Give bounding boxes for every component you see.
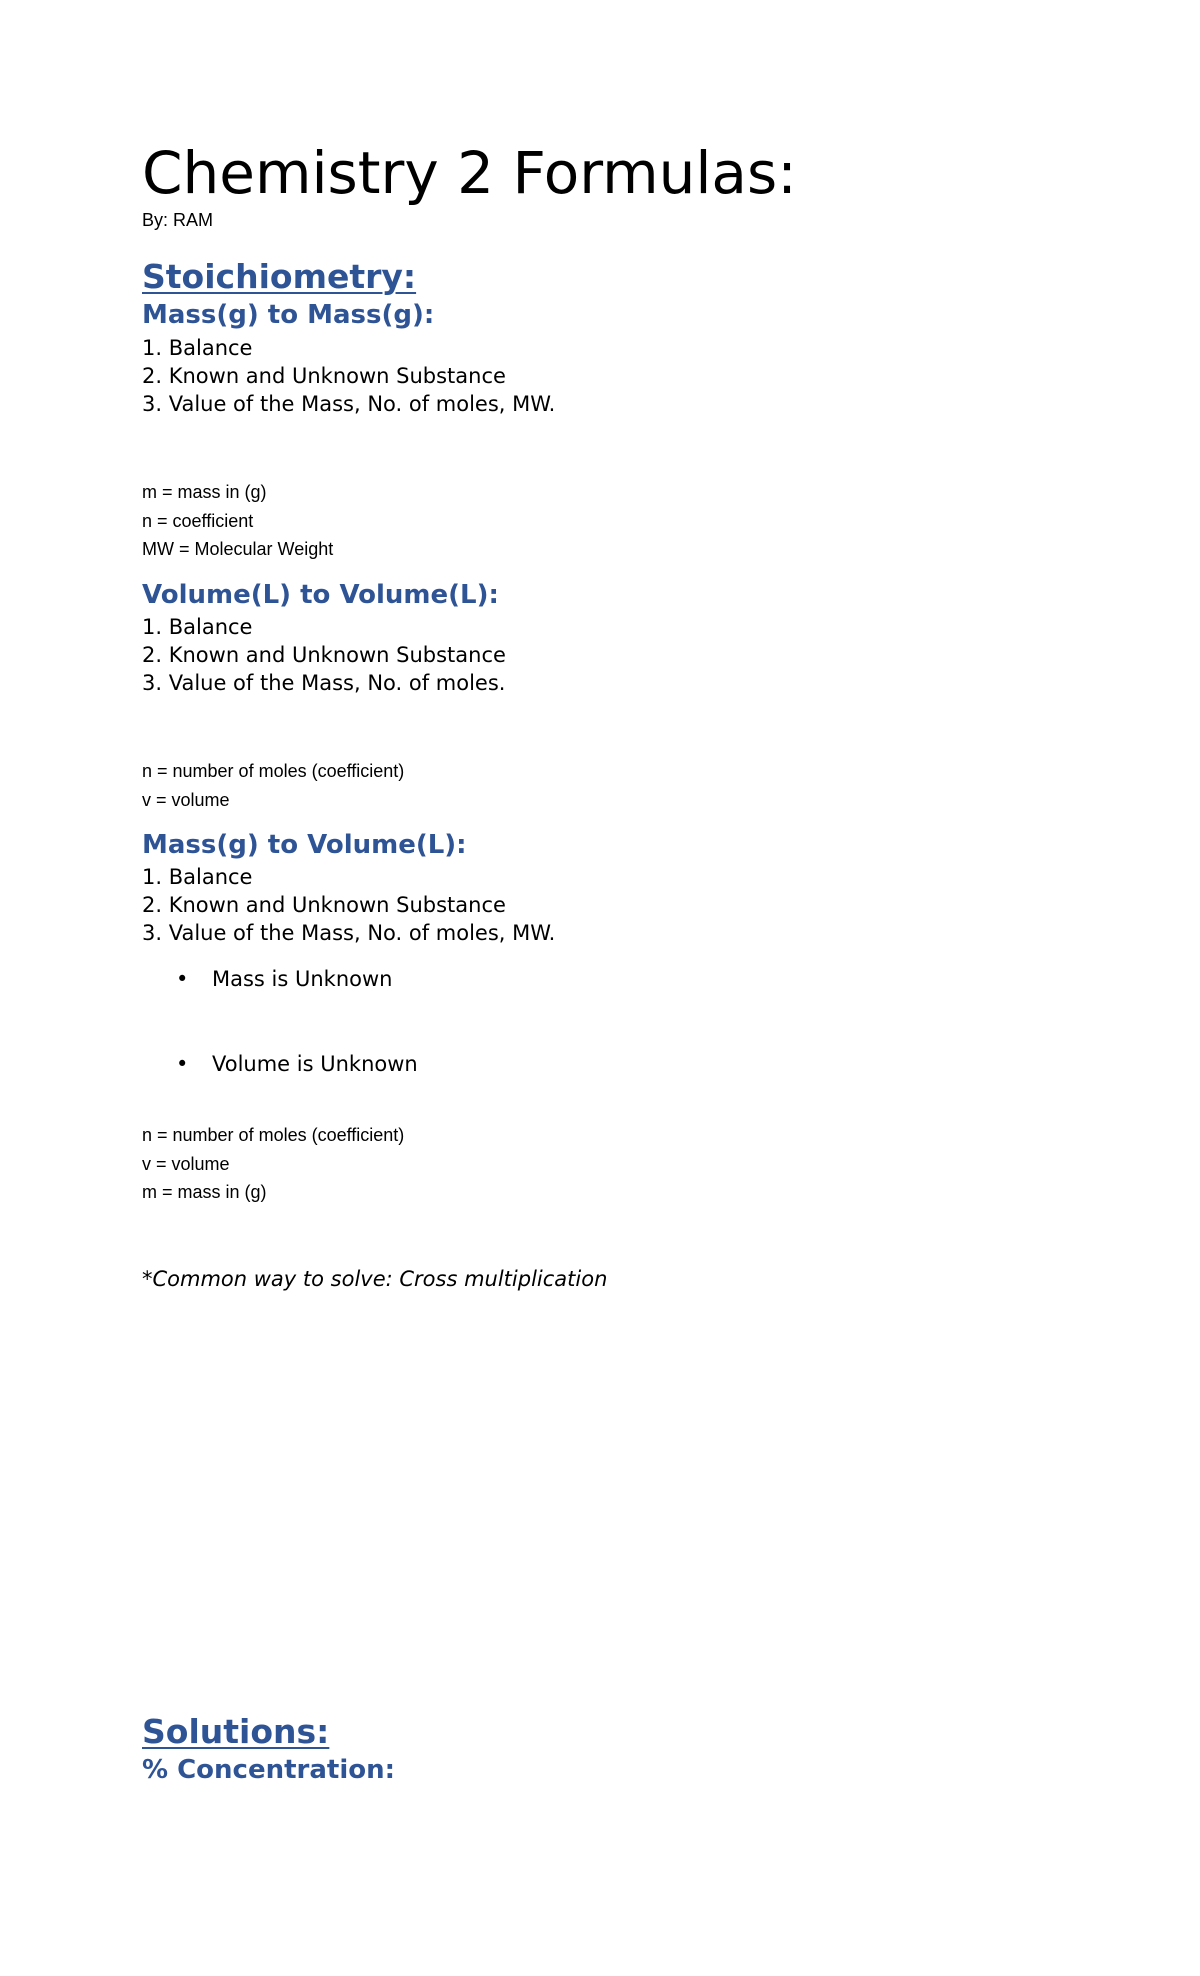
author-byline: By: RAM bbox=[142, 210, 214, 230]
step-item: 2. Known and Unknown Substance bbox=[142, 643, 506, 667]
section-heading-solutions: Solutions: bbox=[142, 1712, 330, 1751]
step-item: 1. Balance bbox=[142, 615, 253, 639]
steps-list-mass-to-mass bbox=[142, 334, 555, 418]
section-heading-stoichiometry: Stoichiometry: bbox=[142, 257, 417, 296]
definition-item: n = number of moles (coefficient) bbox=[142, 761, 405, 781]
subheading-volume-to-volume: Volume(L) to Volume(L): bbox=[142, 580, 499, 610]
bullet-icon: • bbox=[176, 967, 189, 991]
bullet-text: Mass is Unknown bbox=[212, 967, 393, 991]
definitions-mass-to-mass bbox=[142, 478, 333, 564]
step-item: 2. Known and Unknown Substance bbox=[142, 364, 506, 388]
bullet-icon: • bbox=[176, 1052, 189, 1076]
definition-item: m = mass in (g) bbox=[142, 1182, 267, 1202]
solution-method-note: *Common way to solve: Cross multiplication bbox=[142, 1267, 608, 1291]
step-item: 1. Balance bbox=[142, 336, 253, 360]
bullet-text: Volume is Unknown bbox=[212, 1052, 418, 1076]
definitions-mass-to-volume bbox=[142, 1121, 404, 1207]
definition-item: v = volume bbox=[142, 1153, 230, 1174]
step-item: 2. Known and Unknown Substance bbox=[142, 893, 506, 917]
step-item: 1. Balance bbox=[142, 865, 253, 889]
subheading-mass-to-volume: Mass(g) to Volume(L): bbox=[142, 830, 467, 860]
definition-item: v = volume bbox=[142, 789, 230, 810]
step-item: 3. Value of the Mass, No. of moles, MW. bbox=[142, 921, 556, 945]
step-item: 3. Value of the Mass, No. of moles. bbox=[142, 671, 506, 695]
definition-item: n = number of moles (coefficient) bbox=[142, 1125, 405, 1145]
steps-list-mass-to-volume bbox=[142, 863, 555, 947]
definition-item: MW = Molecular Weight bbox=[142, 539, 334, 559]
bullet-item-volume-unknown bbox=[176, 1050, 418, 1078]
definitions-volume-to-volume bbox=[142, 757, 404, 814]
subheading-percent-concentration: % Concentration: bbox=[142, 1755, 396, 1785]
step-item: 3. Value of the Mass, No. of moles, MW. bbox=[142, 392, 556, 416]
definition-item: n = coefficient bbox=[142, 510, 254, 531]
steps-list-volume-to-volume bbox=[142, 613, 506, 697]
definition-item: m = mass in (g) bbox=[142, 482, 267, 502]
subheading-mass-to-mass: Mass(g) to Mass(g): bbox=[142, 300, 435, 330]
document-title: Chemistry 2 Formulas: bbox=[142, 139, 797, 207]
bullet-item-mass-unknown bbox=[176, 965, 392, 993]
